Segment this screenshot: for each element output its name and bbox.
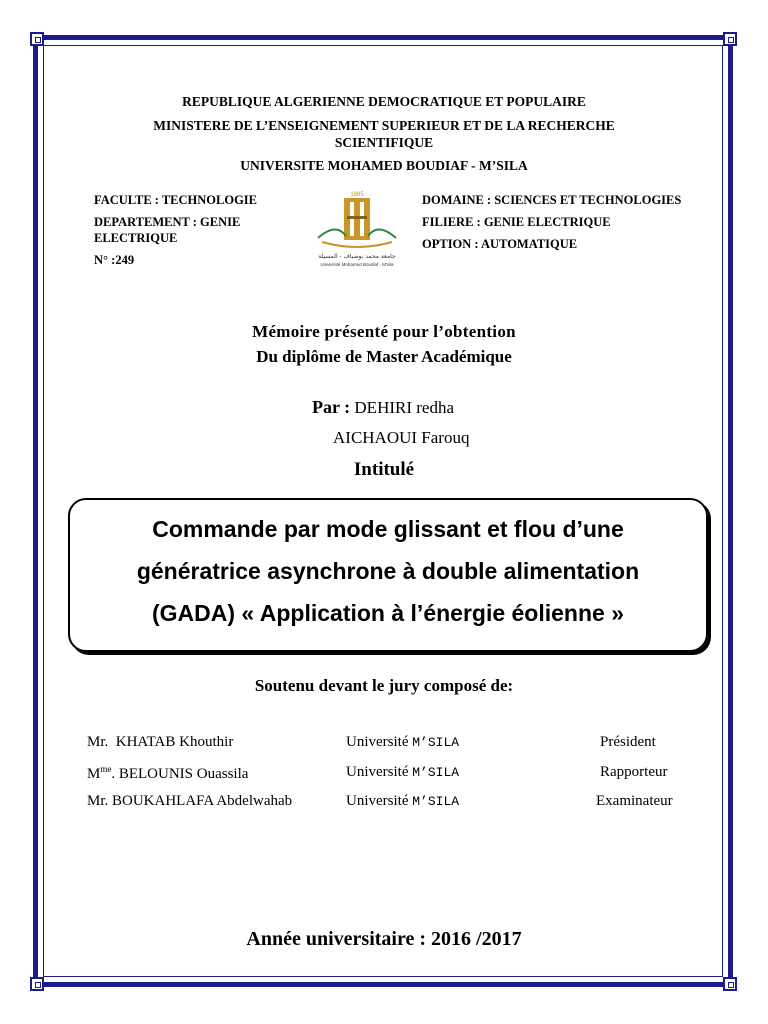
par-label: Par : (312, 397, 351, 417)
logo-arabic-text: جامعة محمد بوضياف - المسيلة (318, 253, 396, 260)
header-republique: REPUBLIQUE ALGERIENNE DEMOCRATIQUE ET POPULAIRE (182, 94, 586, 109)
thesis-title-line3: (GADA) « Application à l’énergie éolienne » (151, 600, 625, 626)
jury-member-1-role: Président (600, 734, 656, 750)
jury-member-1-univ: Université M’SILA (346, 734, 460, 750)
university-logo (306, 188, 408, 268)
filiere-label: FILIERE : GENIE ELECTRIQUE (422, 215, 611, 229)
annee-universitaire: Année universitaire : 2016 /2017 (246, 928, 522, 950)
jury-member-2-name: $M^{me}$. BELOUNIS Ouassila (87, 764, 249, 782)
header-ministere-cont: SCIENTIFIQUE (334, 135, 434, 150)
corner-ornament (30, 32, 44, 46)
header-universite: UNIVERSITE MOHAMED BOUDIAF - M’SILA (240, 158, 528, 173)
thesis-title-line1: Commande par mode glissant et flou d’une (152, 516, 624, 542)
jury-member-2-role: Rapporteur (600, 764, 668, 780)
intitule-label: Intitulé (353, 459, 415, 480)
departement-label-cont: ELECTRIQUE (94, 231, 178, 245)
author-2: AICHAOUI Farouq (333, 428, 470, 447)
option-label: OPTION : AUTOMATIQUE (422, 237, 578, 251)
thesis-title-line2: génératrice asynchrone à double alimentation (136, 558, 640, 584)
jury-member-2-univ: Université M’SILA (346, 764, 460, 780)
jury-member-3-role: Examinateur (596, 793, 673, 809)
corner-ornament (723, 32, 737, 46)
logo-year: 1985 (350, 192, 364, 198)
faculte-label: FACULTE : TECHNOLOGIE (94, 193, 258, 207)
thesis-title (70, 508, 706, 634)
numero-label: N° :249 (94, 253, 135, 267)
authors-line1 (312, 397, 454, 418)
memoire-line2: Du diplôme de Master Académique (256, 347, 512, 366)
memoire-line1: Mémoire présenté pour l’obtention (252, 322, 516, 341)
departement-label: DEPARTEMENT : GENIE (94, 215, 241, 229)
author-1: DEHIRI redha (354, 398, 455, 417)
jury-heading: Soutenu devant le jury composé de: (254, 676, 514, 695)
header-ministere: MINISTERE DE L’ENSEIGNEMENT SUPERIEUR ET DE LA RECHERCHE (153, 118, 615, 133)
corner-ornament (723, 977, 737, 991)
thesis-title-box (68, 498, 708, 652)
jury-member-1-name: Mr. KHATAB Khouthir (87, 734, 234, 750)
logo-latin-text: Université Mohamed Boudiaf - M'sila (320, 262, 394, 267)
jury-member-3-name: Mr. BOUKAHLAFA Abdelwahab (87, 793, 293, 809)
jury-member-3-univ: Université M’SILA (346, 793, 460, 809)
corner-ornament (30, 977, 44, 991)
domaine-label: DOMAINE : SCIENCES ET TECHNOLOGIES (422, 193, 682, 207)
